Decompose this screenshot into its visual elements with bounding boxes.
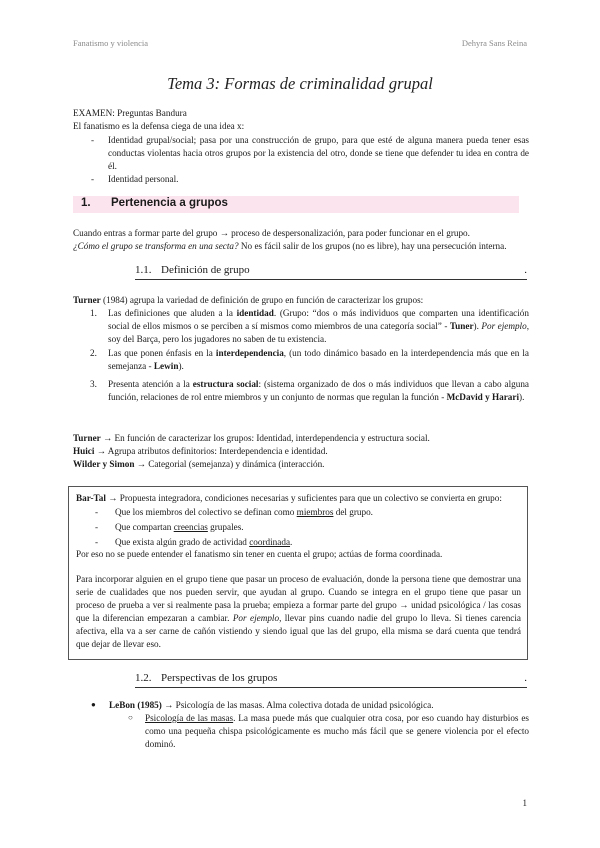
bar-tal-intro: Bar-Tal → Propuesta integradora, condiciones necesarias y suficientes para que un colectivo se convierta en grupo: [76,493,502,503]
exam-line: EXAMEN: Preguntas Bandura [73,108,187,118]
bar-tal-box [68,486,528,660]
bar-tal-item-1: Que los miembros del colectivo se definan como miembros del grupo. [115,507,373,517]
header-left: Fanatismo y violencia [73,38,149,48]
intro-item-2: Identidad personal. [108,174,179,184]
bullet-dot: ● [91,700,96,709]
dash-bullet: - [95,537,99,547]
bullet-circle: ○ [128,713,133,722]
list-number: 2. [90,348,97,358]
intro-item-1: Identidad grupal/social; pasa por una construcción de grupo, para que esté de alguna manera pueda tener esas conductas violentas hacia otros grupos por la existencia del otro, donde se tiene que defender tu idea en contra de él. [108,135,529,171]
dash-bullet: - [91,174,95,184]
section-1-heading [73,196,519,213]
turner-item-2: Las que ponen énfasis en la interdependencia, (un todo dinámico basado en la interdependencia más que en la semejanza - Lewin). [108,348,529,371]
turner-item-1: Las definiciones que aluden a la identidad. (Grupo: “dos o más individuos que comparten una identificación social de ellos mismos o se perciben a sí mismos como miembros de una categoría social” - Tuner). Por ejemplo, soy del Barça, pero los jugadores no saben de tu existencia. [108,308,529,344]
bar-tal-item-3: Que exista algún grado de actividad coordinada. [115,537,293,547]
intro-line: El fanatismo es la defensa ciega de una idea x: [73,121,245,131]
turner-intro: Turner (1984) agrupa la variedad de definición de grupo en función de caracterizar los grupos: [73,295,424,305]
lebon-subitem: Psicología de las masas. La masa puede más que cualquier otra cosa, por eso cuando hay disturbios es como una pequeña chispa psicológicamente es mucho más fácil que se genere violencia por el efecto dominó. [145,713,529,749]
lebon-item: LeBon (1985) → Psicología de las masas. Alma colectiva dotada de unidad psicológica. [109,700,434,710]
subsection-1-2-heading: 1.2. Perspectivas de los grupos . [135,672,527,688]
header-right: Dehyra Sans Reina [461,38,527,48]
section-1-para-1: Cuando entras a formar parte del grupo → proceso de despersonalización, para poder funcionar en el grupo. [73,228,470,238]
list-number: 3. [90,379,97,389]
section-number: 1. [81,197,91,209]
dash-bullet: - [95,522,99,532]
summary-wilder-simon: Wilder y Simon → Categorial (semejanza) y dinámica (interacción. [73,459,325,469]
turner-item-3: Presenta atención a la estructura social: (sistema organizado de dos o más individuos que llevan a cabo alguna función, relaciones de rol entre miembros y un conjunto de normas que regulan la función - McDavid y Harari). [108,379,529,402]
section-title: Pertenencia a grupos [111,197,228,209]
bar-tal-item-2: Que compartan creencias grupales. [115,522,244,532]
summary-turner: Turner → En función de caracterizar los grupos: Identidad, interdependencia y estructura social. [73,433,430,443]
summary-huici: Huici → Agrupa atributos definitorios: Interdependencia e identidad. [73,446,328,456]
bar-tal-paragraph: Para incorporar alguien en el grupo tiene que pasar un proceso de evaluación, donde la persona tiene que demostrar una serie de cualidades que nos pueden servir, que ayudan al grupo. Cuando se integra en el grupo tiene que pasar un proceso de prueba a ver si realmente pasa la prueba; empieza a formar parte del grupo → unidad psicológica / las cosas que la diferencian empezaran a cambiar. Por ejemplo, llevar pins cuando nadie del grupo lo lleva. Si tienes carencia afectiva, ella va a ser carne de cañón vistiendo y siendo igual que las del grupo, ella misma se dará cuenta que tendrá que dejar de llevar eso. [76,574,521,649]
page-title: Tema 3: Formas de criminalidad grupal [167,74,433,93]
list-number: 1. [90,308,97,318]
section-1-para-2: ¿Cómo el grupo se transforma en una secta? No es fácil salir de los grupos (no es libre), hay una persecución interna. [73,241,507,251]
page-number: 1 [522,798,527,808]
dash-bullet: - [95,507,99,517]
bar-tal-after: Por eso no se puede entender el fanatismo sin tener en cuenta el grupo; actúas de forma coordinada. [76,549,443,559]
subsection-1-1-heading: 1.1. Definición de grupo . [135,264,527,280]
dash-bullet: - [91,135,95,145]
